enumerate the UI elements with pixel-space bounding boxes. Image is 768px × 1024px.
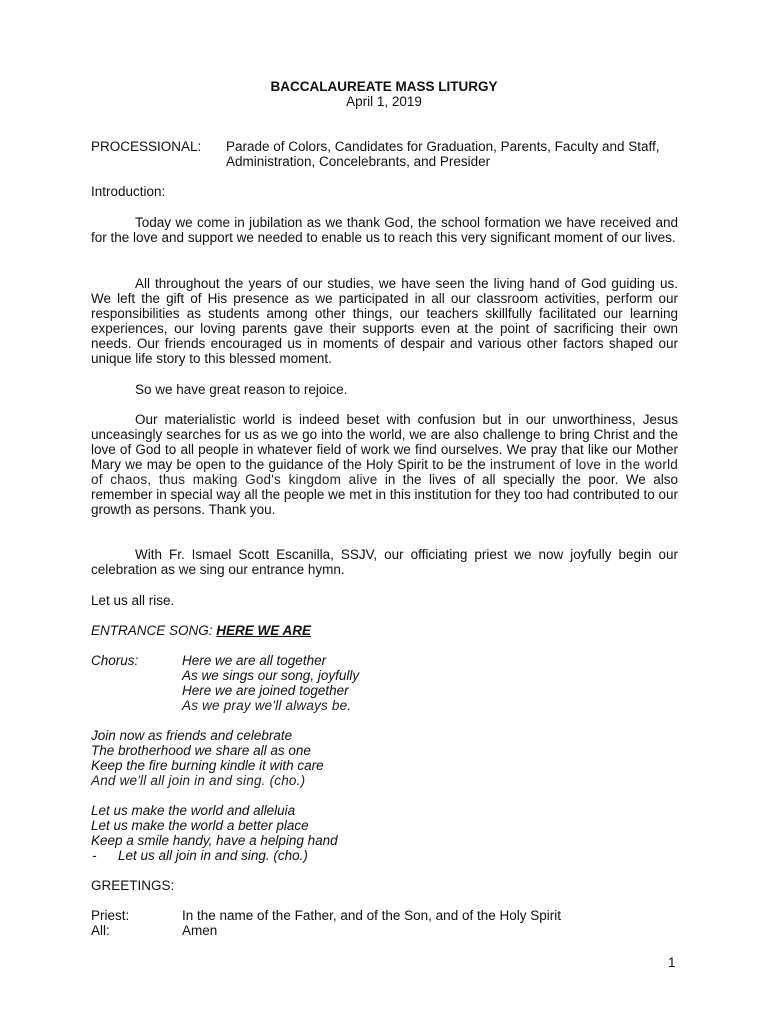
all-text: Amen [182,923,218,938]
chorus-label: Chorus: [91,653,139,668]
intro-paragraph-1: Today we come in jubilation as we thank God, the school formation we have received and for the love and support we needed to enable us to reach this very significant moment of our lives. [91,215,678,245]
verse2-line-3: Keep a smile handy, have a helping hand [91,833,338,848]
verse1-line-2: The brotherhood we share all as one [91,743,311,758]
verse1-line-3: Keep the fire burning kindle it with care [91,758,324,773]
intro-paragraph-5: With Fr. Ismael Scott Escanilla, SSJV, our officiating priest we now joyfully begin our celebration as we sing our entrance hymn. [91,547,678,577]
page-number: 1 [668,955,676,970]
document-date: April 1, 2019 [346,94,422,109]
intro-paragraph-2: All throughout the years of our studies, we have seen the living hand of God guiding us. We left the gift of His presence as we participated in all our classroom activities, perform our responsibilities as students among other things, our teachers skillfully facilitated our learning experiences, our loving parents gave their supports even at the point of sacrificing their own needs. Our friends encouraged us in moments of despair and various other factors shaped our unique life story to this blessed moment. [91,276,678,366]
intro-paragraph-6: Let us all rise. [91,593,175,608]
intro-paragraph-3: So we have great reason to rejoice. [135,382,348,397]
chorus-line-4: As we pray we'll always be. [182,698,352,713]
entrance-song-label: ENTRANCE SONG: [91,623,213,638]
verse1-line-4: And we'll all join in and sing. (cho.) [91,773,306,788]
intro-paragraph-4-part-b: instrument of love in the world of chaos, thus making God's kingdom alive [91,457,678,487]
chorus-line-2: As we sings our song, joyfully [182,668,360,683]
intro-paragraph-4 [91,412,678,517]
all-label: All: [91,923,110,938]
verse1-line-1: Join now as friends and celebrate [91,728,293,743]
chorus-line-3: Here we are joined together [182,683,349,698]
intro-paragraph-4-part-c: in the lives of all specially the poor. We also remember in special way all the people we met in this institution for they too had contributed to our growth as persons. Thank you. [91,472,678,517]
priest-label: Priest: [91,908,130,923]
verse2-dash: - [92,848,97,863]
introduction-heading: Introduction: [91,184,166,199]
processional-text: Parade of Colors, Candidates for Graduation, Parents, Faculty and Staff, Administration, Concelebrants, and Presider [226,139,660,169]
entrance-song-title: HERE WE ARE [216,623,312,638]
greetings-heading: GREETINGS: [91,878,175,893]
priest-text: In the name of the Father, and of the Son, and of the Holy Spirit [182,908,561,923]
processional-label: PROCESSIONAL: [91,139,202,154]
verse2-line-2: Let us make the world a better place [91,818,309,833]
verse2-line-1: Let us make the world and alleluia [91,803,296,818]
page-title: BACCALAUREATE MASS LITURGY [270,79,498,94]
entrance-song-heading [91,623,311,638]
intro-paragraph-4-part-a: Our materialistic world is indeed beset with confusion but in our unworthiness, Jesus unceasingly searches for us as we go into the world, we are also challenge to bring Christ and the love of God to all people in whatever field of work we find ourselves. We pray that like our Mother Mary we may be open to the guidance of the Holy Spirit to be the [91,412,678,472]
chorus-line-1: Here we are all together [182,653,327,668]
verse2-line-4: Let us all join in and sing. (cho.) [118,848,308,863]
